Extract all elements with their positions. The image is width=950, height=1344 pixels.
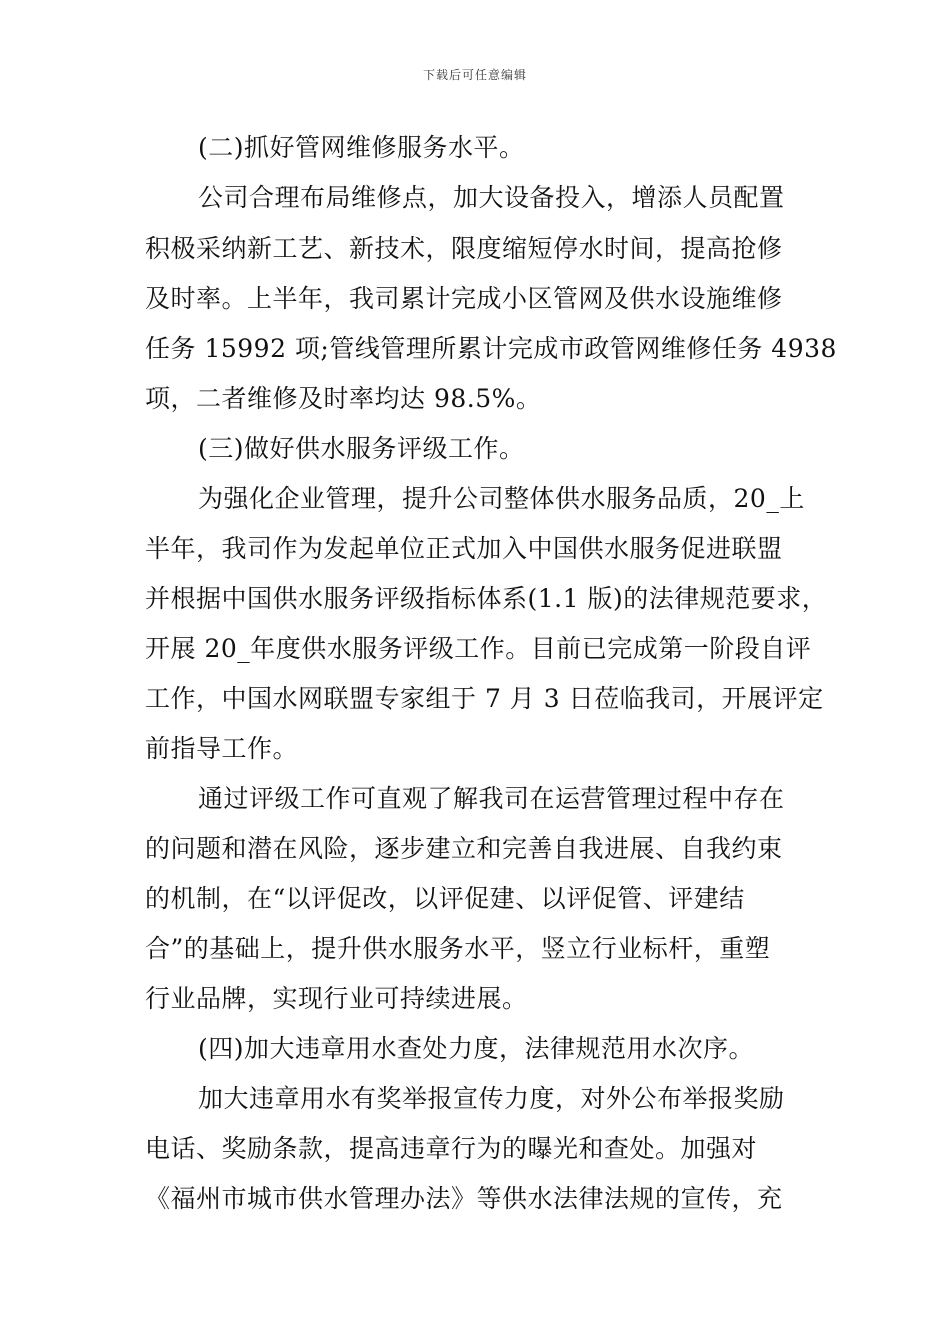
text-line: 项，二者维修及时率均达 98.5%。 — [145, 384, 542, 413]
text-line: 工作，中国水网联盟专家组于 7 月 3 日莅临我司，开展评定 — [145, 684, 824, 713]
text-line: 加大违章用水有奖举报宣传力度，对外公布举报奖励 — [198, 1084, 785, 1113]
text-line: 《福州市城市供水管理办法》等供水法律法规的宣传，充 — [145, 1184, 783, 1213]
text-line: 前指导工作。 — [145, 734, 299, 763]
page-header: 下载后可任意编辑 — [422, 68, 527, 82]
text-line: 开展 20_年度供水服务评级工作。目前已完成第一阶段自评 — [145, 634, 812, 663]
text-line: 电话、奖励条款，提高违章行为的曝光和查处。加强对 — [145, 1134, 758, 1163]
text-line: 行业品牌，实现行业可持续进展。 — [145, 984, 528, 1013]
text-line: 及时率。上半年，我司累计完成小区管网及供水设施维修 — [145, 284, 783, 313]
text-line: 通过评级工作可直观了解我司在运营管理过程中存在 — [198, 784, 785, 813]
section-heading-3: (三)做好供水服务评级工作。 — [198, 434, 525, 463]
text-line: 合”的基础上，提升供水服务水平，竖立行业标杆，重塑 — [145, 934, 771, 963]
text-line: 半年，我司作为发起单位正式加入中国供水服务促进联盟 — [145, 534, 783, 563]
text-line: 为强化企业管理，提升公司整体供水服务品质，20_上 — [198, 484, 805, 513]
text-line: 的问题和潜在风险，逐步建立和完善自我进展、自我约束 — [145, 834, 783, 863]
section-heading-2: (二)抓好管网维修服务水平。 — [198, 133, 525, 162]
text-line: 的机制，在“以评促改，以评促建、以评促管、评建结 — [145, 884, 745, 913]
text-line: 公司合理布局维修点，加大设备投入，增添人员配置 — [198, 183, 785, 212]
text-line: 任务 15992 项;管线管理所累计完成市政管网维修任务 4938 — [145, 334, 837, 363]
text-line: 并根据中国供水服务评级指标体系(1.1 版)的法律规范要求， — [145, 584, 828, 613]
section-heading-4: (四)加大违章用水查处力度，法律规范用水次序。 — [198, 1034, 755, 1063]
text-line: 积极采纳新工艺、新技术，限度缩短停水时间，提高抢修 — [145, 234, 783, 263]
